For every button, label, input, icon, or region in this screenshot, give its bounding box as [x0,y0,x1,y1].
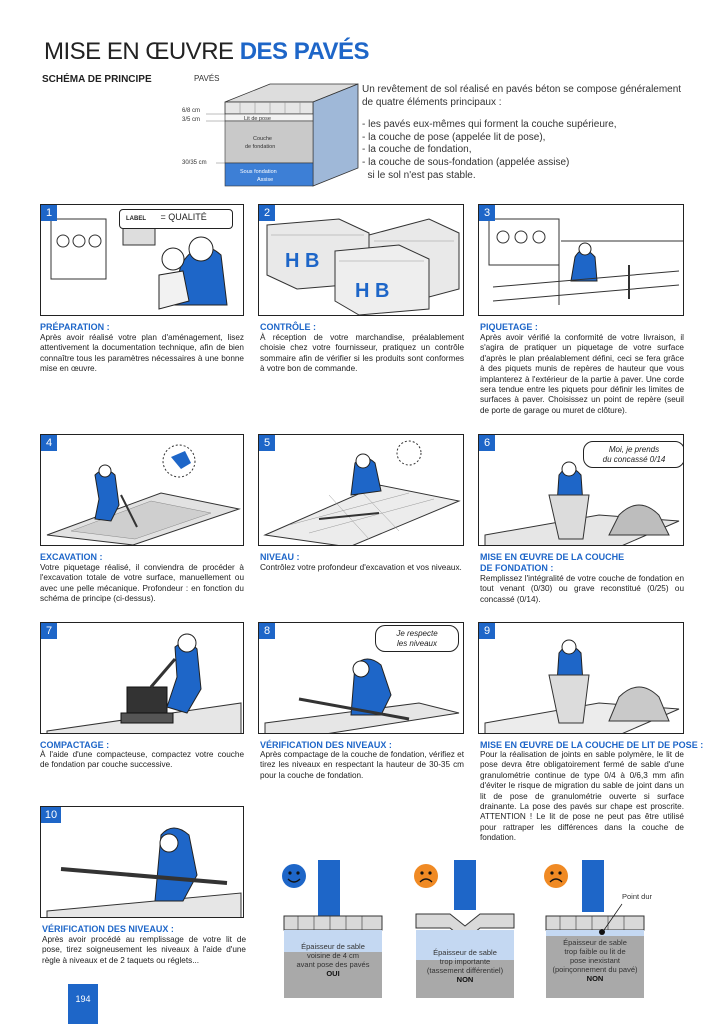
label-tag: LABEL [126,216,146,222]
sand-line: Épaisseur de sable [563,938,627,947]
page-title [44,38,369,66]
schema-sous-fondation-1: Sous fondation [240,169,277,175]
sad-face-icon [414,864,438,888]
sand-line: Épaisseur de sable [433,948,497,957]
sand-line: trop faible ou lit de [564,947,626,956]
step-number: 10 [41,807,61,823]
intro-item: si le sol n'est pas stable. [362,169,476,181]
step-7-body: À l'aide d'une compacteuse, compactez votre couche de fondation par couche successive. [40,750,244,770]
step-9-illustration [478,622,684,734]
sand-line: (poinçonnement du pavé) [552,965,638,974]
step-7-illustration [40,622,244,734]
step-2-illustration [258,204,464,316]
sand-case-too-thick [410,860,520,998]
sand-line: Épaisseur de sable [301,942,365,951]
bubble-line: Moi, je prends [608,445,660,454]
step-2-body: À réception de votre marchandise, préalablement choisie chez votre fournisseur, pratiquez un contrôle sommaire afin de vérifier si les produits sont conformes à votre bon de commande. [260,333,464,374]
step-10-title: VÉRIFICATION DES NIVEAUX : [42,924,174,934]
sand-verdict: NON [586,974,604,983]
step-3-illustration [478,204,684,316]
sand-line: voisine de 4 cm [306,951,360,960]
speech-bubble [375,625,459,652]
step-1-title: PRÉPARATION : [40,322,110,332]
schema-lit-de-pose: Lit de pose [244,116,271,122]
brand-logo: H B [285,250,320,272]
intro-paragraph: Un revêtement de sol réalisé en pavés béton se compose généralement de quatre éléments principaux : [362,84,682,108]
sand-case-label [284,942,382,978]
sand-case-too-thin [540,860,660,998]
schema-dim-2: 3/5 cm [182,117,201,123]
title-main: MISE EN ŒUVRE [44,38,234,65]
bubble-line: Je respecte [396,629,438,638]
step-5-illustration [258,434,464,546]
step-3-title: PIQUETAGE : [480,322,538,332]
schema-dim-1: 6/8 cm [182,108,201,114]
step-number: 4 [41,435,57,451]
schema-sous-fondation-2: Assise [257,177,274,183]
step-6-title-line: DE FONDATION : [480,563,554,573]
step-6-illustration [478,434,684,546]
step-3-body: Après avoir vérifié la conformité de votre livraison, il s'agira de pratiquer un piquetage de votre surface d'après le plan préalablement défini, ceci se fera grâce à des piquets munis de repères de hauteur que vous implanterez à l'extérieur de la partie à paver. Une corde sera tendue entre les piquets pour définir les limites de surfaces à paver. Choisissez un point de repère (seuil de porte de garage ou muret de clôture). [480,333,684,415]
intro-item: - la couche de pose (appelée lit de pose), [362,131,546,143]
label-quality-callout [119,209,233,229]
schema-paves-label: PAVÉS [194,74,220,83]
point-dur-callout: Point dur [622,892,653,901]
brand-logo: H B [355,280,390,302]
sand-case-good [278,860,388,998]
schema-heading: SCHÉMA DE PRINCIPE [42,74,152,85]
step-8-body: Après compactage de la couche de fondation, vérifiez et tirez les niveaux en respectant la hauteur de 30-35 cm pour la couche de fondation. [260,750,464,780]
step-number: 9 [479,623,495,639]
sand-verdict: NON [456,975,474,984]
step-number: 6 [479,435,495,451]
bubble-line: du concassé 0/14 [602,454,666,464]
step-6-title-line: MISE EN ŒUVRE DE LA COUCHE [480,552,625,562]
sand-case-label [416,948,514,984]
sand-line: trop importante [439,957,491,966]
step-4-illustration [40,434,244,546]
step-number: 2 [259,205,275,221]
step-number: 3 [479,205,495,221]
step-1-body: Après avoir réalisé votre plan d'aménagement, lisez attentivement la documentation technique, afin de bien connaître tous les paramètres nécessaires à une bonne mise en œuvre. [40,333,244,374]
sand-line: (tassement différentiel) [426,966,504,975]
step-number: 8 [259,623,275,639]
step-6-body: Remplissez l'intégralité de votre couche de fondation en tout venant (0/30) ou grave reconstitué (0/25) ou concassé (0/14). [480,574,684,604]
label-quality: = QUALITÉ [160,212,207,222]
step-1-illustration [40,204,244,316]
title-highlight: DES PAVÉS [239,38,370,65]
step-2-title: CONTRÔLE : [260,322,316,332]
step-number: 5 [259,435,275,451]
step-9-title: MISE EN ŒUVRE DE LA COUCHE DE LIT DE POSE : [480,740,704,750]
step-10-body: Après avoir procédé au remplissage de votre lit de pose, tirez soigneusement les niveaux à l'aide d'une règle à niveaux et de 2 taquets ou réglets... [42,935,246,965]
speech-bubble [583,441,684,468]
sand-line: pose inexistant [569,956,621,965]
intro-item: - la couche de sous-fondation (appelée assise) [362,156,570,168]
intro-text [362,84,692,182]
sand-verdict: OUI [326,969,340,978]
step-4-body: Votre piquetage réalisé, il conviendra de procéder à l'excavation totale de votre surface, manuellement ou avec une pelle mécanique. Profondeur : en fonction du schéma de principe (ci-dessus). [40,563,244,604]
step-5-body: Contrôlez votre profondeur d'excavation et vos niveaux. [260,563,462,572]
intro-list [362,119,692,182]
schema-diagram [180,72,360,190]
step-number: 7 [41,623,57,639]
happy-face-icon [282,864,306,888]
step-6-title [480,552,624,574]
step-number: 1 [41,205,57,221]
page-number: 194 [68,984,98,1024]
sad-face-icon [544,864,568,888]
bubble-line: les niveaux [396,638,438,648]
step-9-body: Pour la réalisation de joints en sable polymère, le lit de pose devra être obligatoirement fermé de sable d'une granulométrie continue de type 0/4 à 0/6,3 mm afin d'éviter le risque de migration du sable de joint dans un lit de pose de granulométrie ouverte si surface drainante. La pose des pavés sur chape est proscrite. ATTENTION ! Le lit de pose ne peut pas être utilisé pour rattraper les différences dans la couche de fondation. [480,750,684,843]
step-5-title: NIVEAU : [260,552,300,562]
intro-item: - la couche de fondation, [362,144,472,156]
sand-case-label [546,938,644,983]
step-4-title: EXCAVATION : [40,552,103,562]
schema-couche-2: de fondation [245,144,276,150]
intro-item: - les pavés eux-mêmes qui forment la couche supérieure, [362,119,617,131]
step-8-title: VÉRIFICATION DES NIVEAUX : [260,740,392,750]
step-10-illustration [40,806,244,918]
schema-dim-3: 30/35 cm [182,160,207,166]
step-8-illustration [258,622,464,734]
schema-couche-1: Couche [253,136,272,142]
step-7-title: COMPACTAGE : [40,740,110,750]
sand-line: avant pose des pavés [296,960,370,969]
